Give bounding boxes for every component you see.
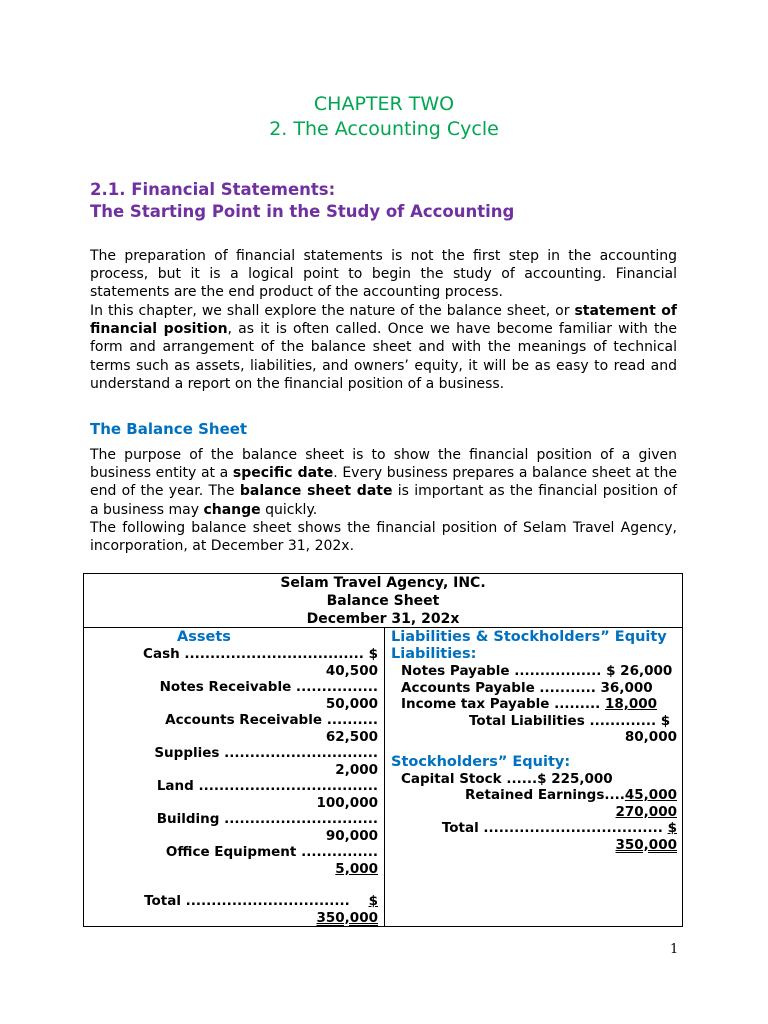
asset-value: 2,000 bbox=[335, 761, 378, 778]
assets-total-label-row bbox=[84, 893, 378, 910]
equity-sum: 270,000 bbox=[615, 803, 677, 820]
assets-total-value: 350,000 bbox=[316, 909, 378, 926]
balance-sheet-table bbox=[83, 573, 683, 927]
assets-total-value-row bbox=[84, 910, 378, 927]
asset-name: Office Equipment ............... bbox=[165, 844, 378, 860]
paragraph-text: . Every business prepares a balance sheet at the end of the year. The bbox=[90, 465, 678, 500]
asset-item bbox=[84, 811, 378, 844]
assets-total-currency: $ bbox=[368, 893, 378, 909]
asset-name: Accounts Receivable .......... bbox=[165, 712, 378, 728]
section-subheading: The Starting Point in the Study of Accounting bbox=[90, 202, 515, 221]
asset-value: 62,500 bbox=[325, 728, 378, 745]
asset-value: 90,000 bbox=[325, 827, 378, 844]
paragraph-text: quickly. bbox=[260, 501, 318, 518]
asset-item bbox=[84, 679, 378, 712]
grand-total-label: Total ................................... bbox=[441, 820, 663, 836]
retained-value: 45,000 bbox=[624, 787, 677, 803]
emphasis-text: balance sheet date bbox=[239, 483, 393, 500]
emphasis-text: specific date bbox=[232, 465, 334, 482]
asset-item bbox=[84, 712, 378, 745]
equity-title: Stockholders” Equity: bbox=[391, 753, 571, 770]
balance-sheet-header bbox=[84, 574, 682, 628]
income-tax-label: Income tax Payable ......... bbox=[401, 696, 605, 712]
asset-item bbox=[84, 778, 378, 811]
example-intro-paragraph: The following balance sheet shows the financial position of Selam Travel Agency, incorporation, at December 31, 202x. bbox=[90, 520, 677, 555]
asset-name: Land ................................... bbox=[156, 778, 378, 794]
balance-sheet-heading: The Balance Sheet bbox=[90, 420, 248, 438]
income-tax-value: 18,000 bbox=[604, 696, 658, 712]
asset-name: Supplies .............................. bbox=[154, 745, 378, 761]
capital-stock: Capital Stock ......$ 225,000 bbox=[401, 770, 613, 787]
grand-total-currency: $ bbox=[667, 820, 677, 836]
company-name: Selam Travel Agency, INC. bbox=[280, 575, 486, 591]
asset-value: 5,000 bbox=[335, 860, 378, 877]
grand-total-row bbox=[385, 820, 683, 837]
total-liabilities-value: 80,000 bbox=[624, 729, 677, 745]
chapter-title: 2. The Accounting Cycle bbox=[269, 118, 499, 140]
asset-value-cell bbox=[84, 861, 378, 878]
paragraph-text: In this chapter, we shall explore the nature of the balance sheet, or bbox=[90, 303, 575, 319]
retained-earnings bbox=[385, 787, 683, 804]
intro-paragraph: The preparation of financial statements is not the first step in the accounting process, but it is a logical point to begin the study of accounting. Financial statements are the end product of the accounting process. bbox=[90, 248, 677, 301]
chapter-number: CHAPTER TWO bbox=[313, 93, 455, 115]
section-heading: 2.1. Financial Statements: bbox=[90, 180, 336, 199]
equity-sum-row bbox=[385, 804, 683, 821]
emphasis-text: statement of financial position bbox=[90, 303, 677, 338]
emphasis-text: change bbox=[203, 501, 261, 518]
grand-total-value: 350,000 bbox=[615, 836, 677, 853]
assets-title: Assets bbox=[177, 629, 231, 645]
assets-total bbox=[84, 893, 378, 926]
liabilities-equity-title: Liabilities & Stockholders” Equity bbox=[391, 629, 667, 645]
statement-date: December 31, 202x bbox=[306, 611, 460, 627]
asset-value: 100,000 bbox=[316, 794, 378, 811]
assets-column bbox=[84, 629, 383, 926]
income-tax-payable bbox=[385, 696, 683, 713]
paragraph-text: is important as the financial position of a business may bbox=[90, 483, 677, 518]
paragraph-text: The purpose of the balance sheet is to show the financial position of a given business entity at a bbox=[90, 447, 677, 482]
asset-item bbox=[84, 646, 378, 679]
balance-sheet-paragraph bbox=[90, 446, 677, 519]
asset-name: Building .............................. bbox=[156, 811, 378, 827]
assets-total-label: Total ................................ bbox=[144, 893, 350, 909]
liabilities-title: Liabilities: bbox=[391, 646, 477, 662]
page-number: 1 bbox=[670, 942, 679, 957]
accounts-payable: Accounts Payable ........... 36,000 bbox=[401, 679, 653, 696]
liabilities-equity-column bbox=[385, 629, 683, 853]
chapter-overview-paragraph bbox=[90, 302, 677, 393]
asset-name: Cash ................................... $ bbox=[143, 646, 378, 662]
asset-item bbox=[84, 745, 378, 778]
grand-total-value-row bbox=[385, 837, 683, 854]
notes-payable: Notes Payable ................. $ 26,000 bbox=[401, 663, 673, 679]
asset-value: 50,000 bbox=[325, 695, 378, 712]
statement-title: Balance Sheet bbox=[326, 593, 440, 609]
total-liabilities-label: Total Liabilities ............. $ bbox=[469, 712, 671, 729]
retained-label: Retained Earnings.... bbox=[464, 787, 625, 803]
paragraph-text: , as it is often called. Once we have become familiar with the form and arrangement of the balance sheet and with the meanings of technical terms such as assets, liabilities, and owners’ equity, it will be as easy to read and understand a report on the financial position of a business. bbox=[90, 321, 677, 392]
asset-name: Notes Receivable ................ bbox=[159, 679, 378, 695]
asset-item bbox=[84, 844, 378, 877]
asset-value: 40,500 bbox=[325, 662, 378, 679]
